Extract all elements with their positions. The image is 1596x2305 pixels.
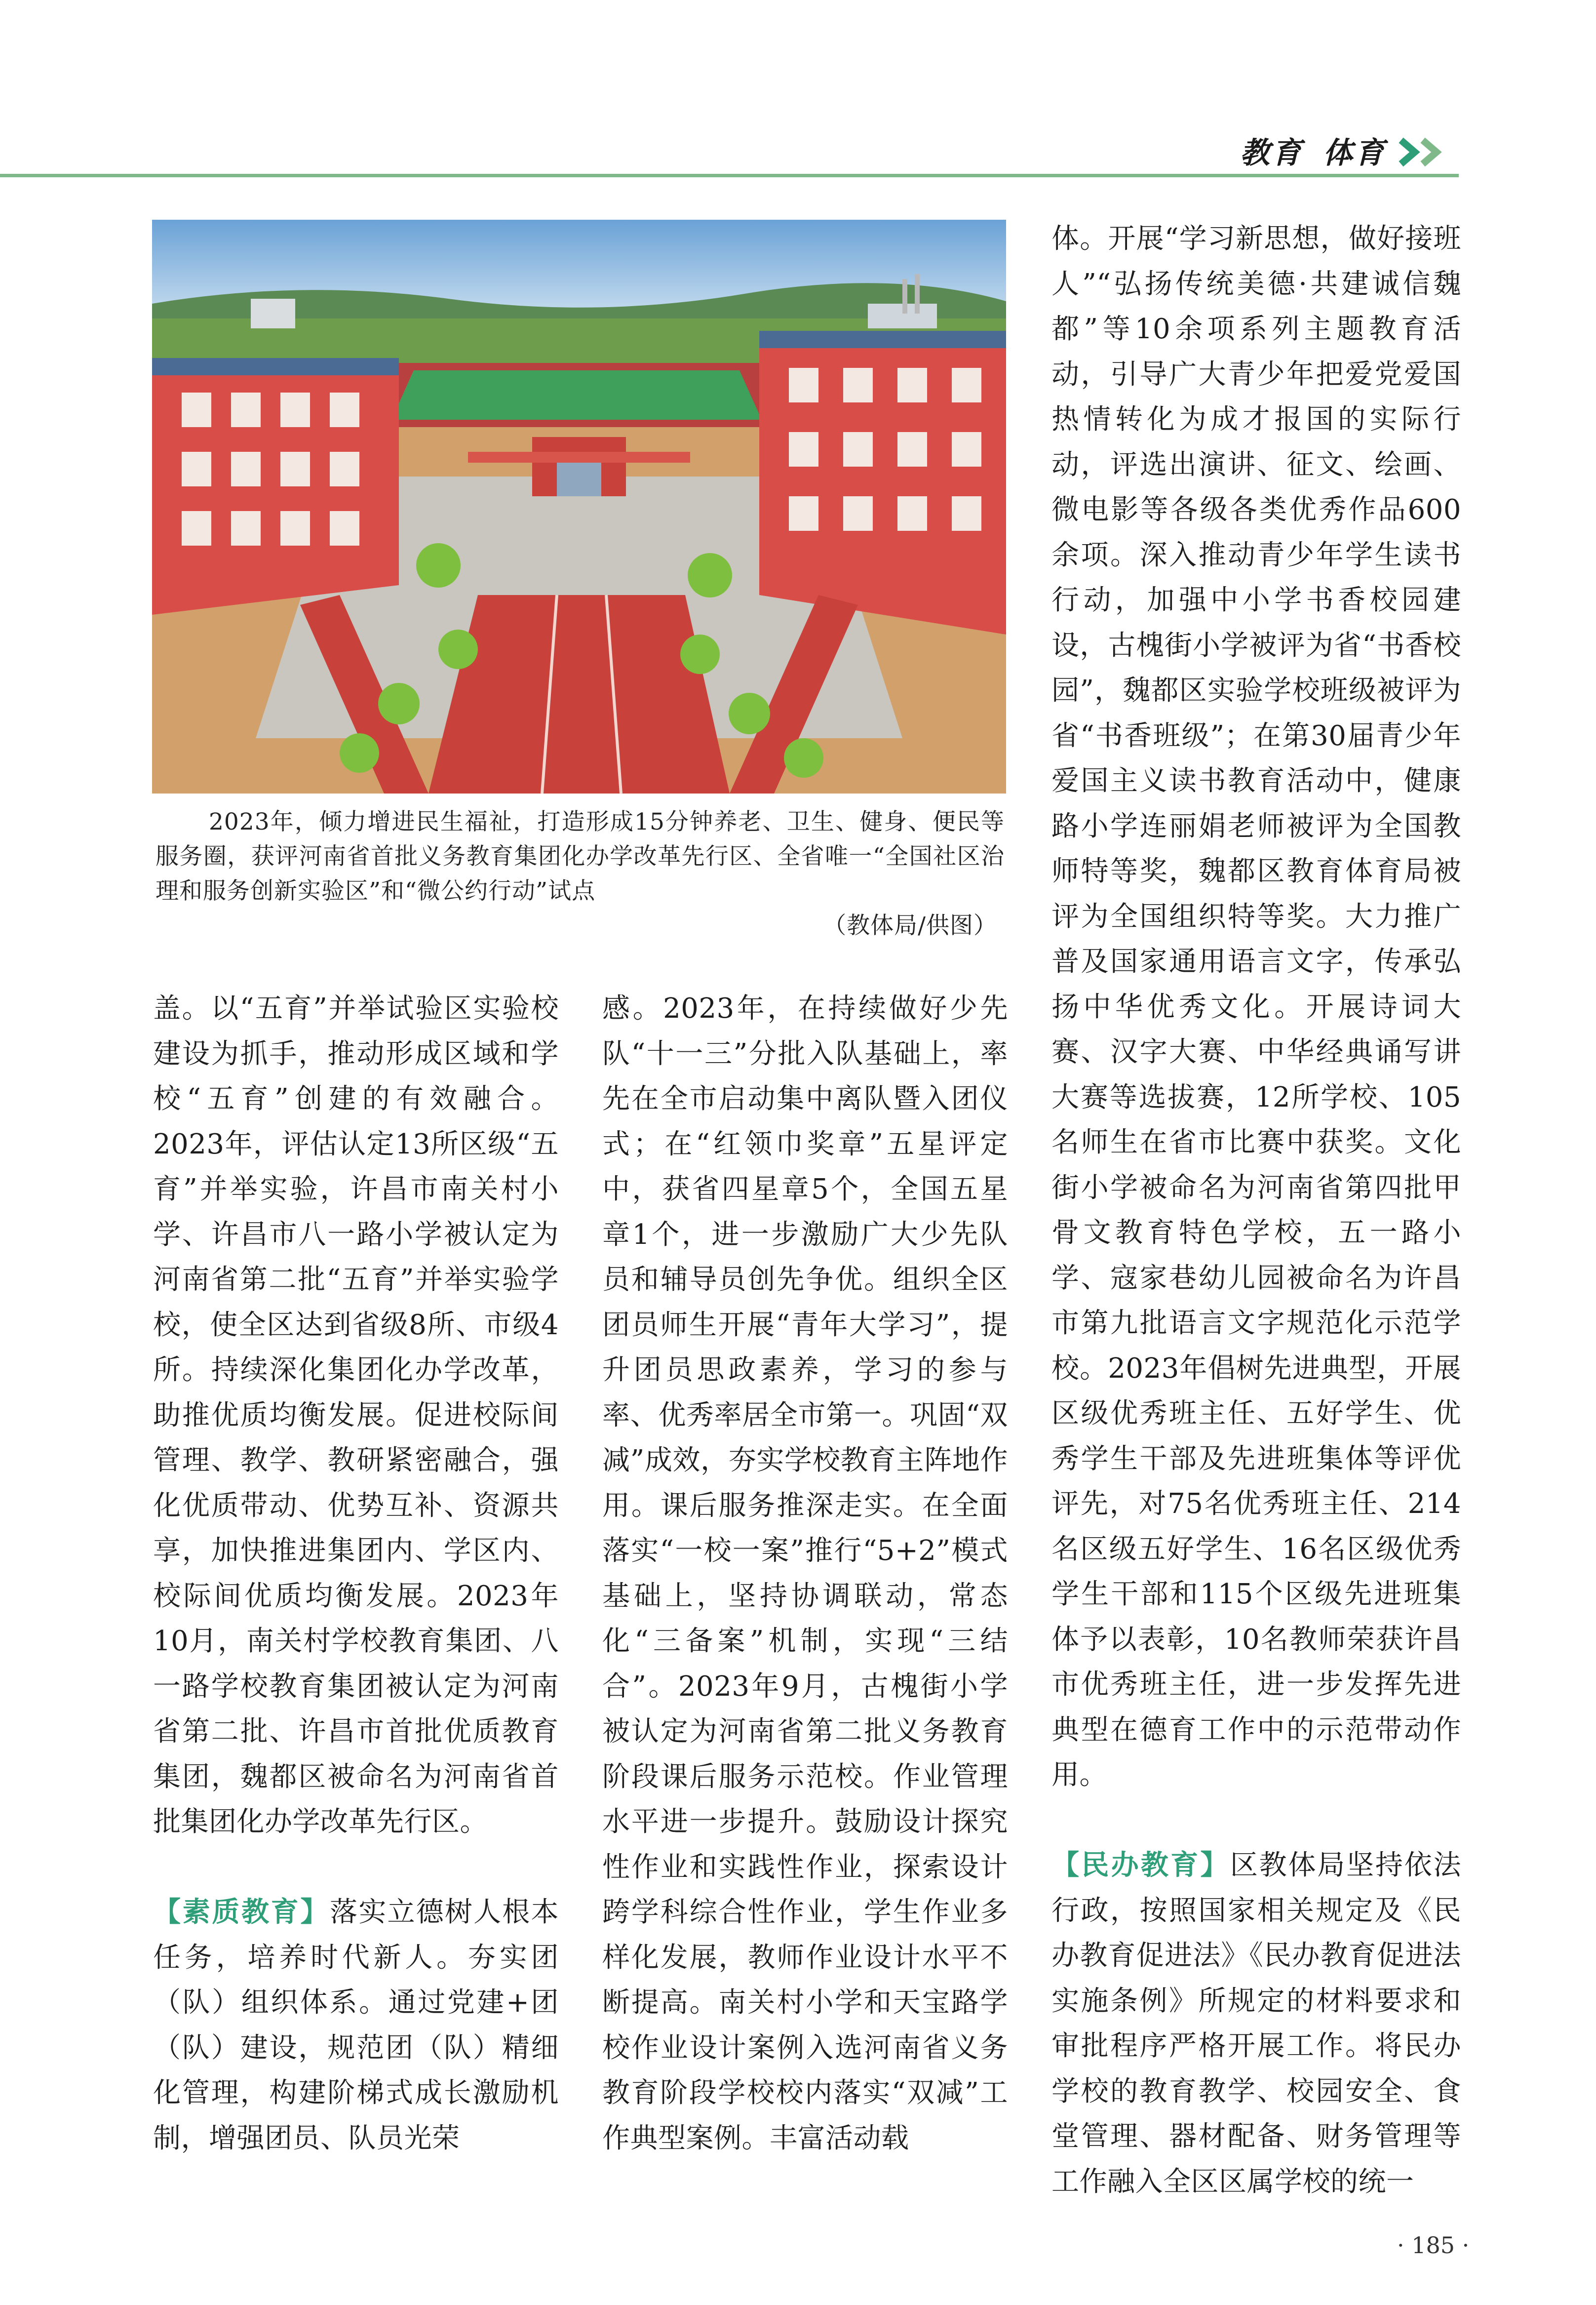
photo-illustration: [152, 220, 1006, 794]
left-column: [153, 986, 559, 2161]
left-paragraph-2: [153, 1890, 559, 2161]
section-word-sports: 体育: [1323, 136, 1386, 170]
right-paragraph-2: [1051, 1843, 1461, 2204]
section-word-education: 教育: [1240, 136, 1303, 170]
caption-credit: （教体局/供图）: [823, 912, 997, 939]
header-rule: [0, 174, 1459, 177]
page-number: · 185 ·: [1397, 2232, 1470, 2259]
quality-education-tag: 【素质教育】: [153, 1896, 330, 1928]
caption-text: 2023年，倾力增进民生福祉，打造形成15分钟养老、卫生、健身、便民等服务圈，获评河南省首批义务教育集团化办学改革先行区、全省唯一“全国社区治理和服务创新实验区”和“微公约行动”试点: [156, 808, 1005, 905]
right-paragraph-2-text: 区教体局坚持依法行政，按照国家相关规定及《民办教育促进法》《民办教育促进法实施条例》所规定的材料要求和审批程序严格开展工作。将民办学校的教育教学、校园安全、食堂管理、器材配备、财务管理等工作融入全区区属学校的统一: [1051, 1849, 1462, 2198]
double-chevron-icon: [1397, 137, 1451, 167]
right-column: [1051, 216, 1461, 2204]
left-paragraph-1: 盖。以“五育”并举试验区实验校建设为抓手，推动形成区域和学校“五育”创建的有效融合。2023年，评估认定13所区级“五育”并举实验，许昌市南关村小学、许昌市八一路小学被认定为河南省第二批“五育”并举实验学校，使全区达到省级8所、市级4所。持续深化集团化办学改革，助推优质均衡发展。促进校际间管理、教学、教研紧密融合，强化优质带动、优势互补、资源共享，加快推进集团内、学区内、校际间优质均衡发展。2023年10月，南关村学校教育集团、八一路学校教育集团被认定为河南省第二批、许昌市首批优质教育集团，魏都区被命名为河南省首批集团化办学改革先行区。: [153, 993, 559, 1838]
photo-caption: [156, 805, 1005, 943]
middle-column: [602, 986, 1008, 2161]
private-education-tag: 【民办教育】: [1051, 1849, 1230, 1881]
left-paragraph-2-text: 落实立德树人根本任务，培养时代新人。夯实团（队）组织体系。通过党建+团（队）建设，规范团（队）精细化管理，构建阶梯式成长激励机制，增强团员、队员光荣: [153, 1896, 559, 2154]
section-title: [1240, 129, 1386, 172]
right-paragraph-1: 体。开展“学习新思想，做好接班人”“弘扬传统美德·共建诚信魏都”等10余项系列主题教育活动，引导广大青少年把爱党爱国热情转化为成才报国的实际行动，评选出演讲、征文、绘画、微电影等各级各类优秀作品600余项。深入推动青少年学生读书行动，加强中小学书香校园建设，古槐街小学被评为省“书香校园”，魏都区实验学校班级被评为省“书香班级”；在第30届青少年爱国主义读书教育活动中，健康路小学连丽娟老师被评为全国教师特等奖，魏都区教育体育局被评为全国组织特等奖。大力推广普及国家通用语言文字，传承弘扬中华优秀文化。开展诗词大赛、汉字大赛、中华经典诵写讲大赛等选拔赛，12所学校、105名师生在省市比赛中获奖。文化街小学被命名为河南省第四批甲骨文教育特色学校，五一路小学、寇家巷幼儿园被命名为许昌市第九批语言文字规范化示范学校。2023年倡树先进典型，开展区级优秀班主任、五好学生、优秀学生干部及先进班集体等评优评先，对75名优秀班主任、214名区级五好学生、16名区级优秀学生干部和115个区级先进班集体予以表彰，10名教师荣获许昌市优秀班主任，进一步发挥先进典型在德育工作中的示范带动作用。: [1051, 223, 1461, 1791]
school-campus-aerial-photo: [152, 220, 1006, 794]
middle-paragraph-1: 感。2023年，在持续做好少先队“十一三”分批入队基础上，率先在全市启动集中离队暨入团仪式；在“红领巾奖章”五星评定中，获省四星章5个，全国五星章1个，进一步激励广大少先队员和辅导员创先争优。组织全区团员师生开展“青年大学习”，提升团员思政素养，学习的参与率、优秀率居全市第一。巩固“双减”成效，夯实学校教育主阵地作用。课后服务推深走实。在全面落实“一校一案”推行“5+2”模式基础上，坚持协调联动，常态化“三备案”机制，实现“三结合”。2023年9月，古槐街小学被认定为河南省第二批义务教育阶段课后服务示范校。作业管理水平进一步提升。鼓励设计探究性作业和实践性作业，探索设计跨学科综合性作业，学生作业多样化发展，教师作业设计水平不断提高。南关村小学和天宝路学校作业设计案例入选河南省义务教育阶段学校校内落实“双减”工作典型案例。丰富活动载: [602, 993, 1008, 2154]
